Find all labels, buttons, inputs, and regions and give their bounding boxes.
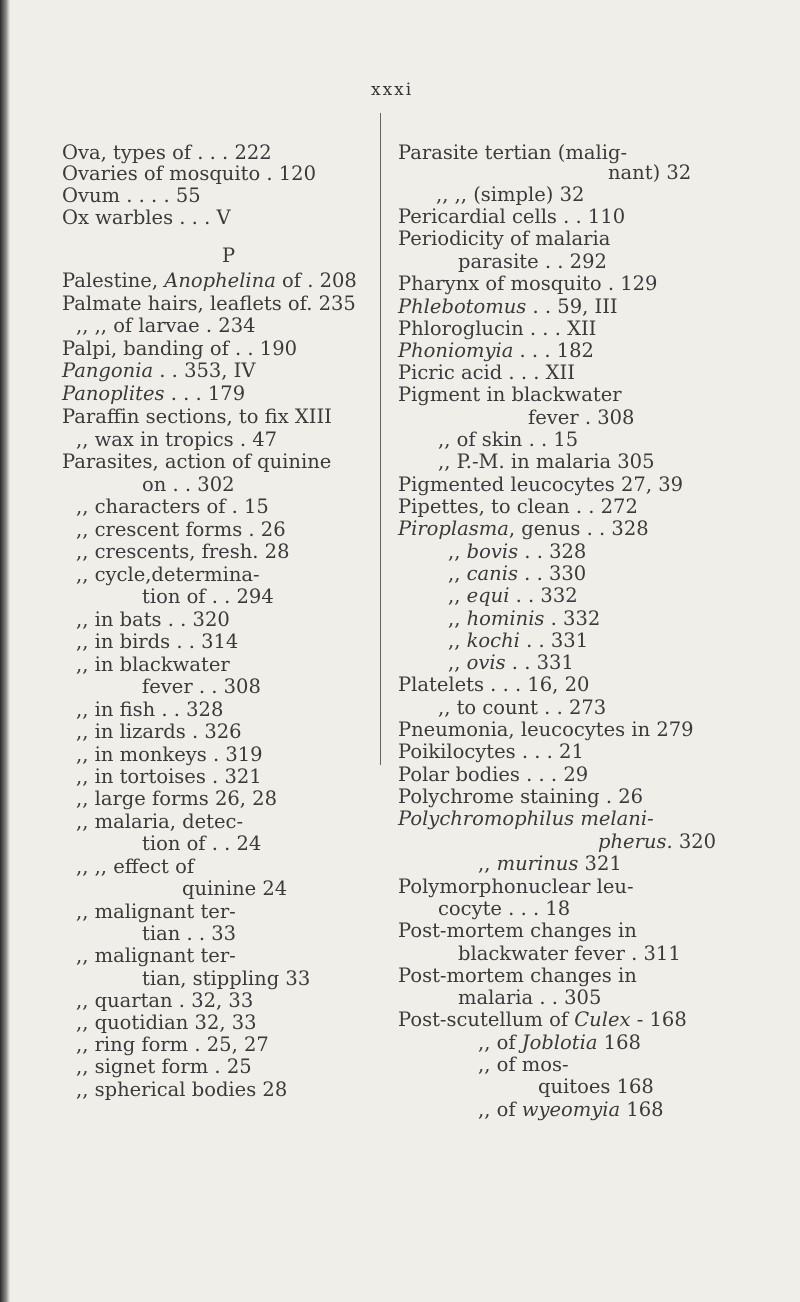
index-entry — [528, 407, 634, 429]
index-entry — [76, 496, 269, 518]
entry-text: Polar bodies . . . 29 — [398, 763, 589, 786]
entry-text: ,, malignant ter- — [76, 900, 236, 923]
index-entry — [398, 920, 637, 942]
index-entry — [62, 185, 201, 207]
entry-text: Post-mortem changes in — [398, 919, 637, 942]
entry-text: ,, quartan . 32, 33 — [76, 989, 254, 1012]
entry-locator: 321 — [578, 852, 622, 875]
index-entry — [62, 451, 331, 473]
index-entry — [76, 564, 260, 586]
index-entry — [398, 876, 634, 898]
entry-italic-term: Anophelina — [164, 269, 276, 292]
index-entry — [76, 811, 243, 833]
entry-text: Parasites, action of quinine — [62, 450, 332, 473]
index-entry — [76, 429, 277, 451]
index-entry — [608, 162, 691, 184]
entry-locator: 168 — [597, 1031, 641, 1054]
entry-text: tion of . . 294 — [142, 585, 274, 608]
index-entry — [398, 1009, 687, 1031]
entry-text: fever . 308 — [528, 406, 635, 429]
entry-text: Pigment in blackwater — [398, 383, 622, 406]
entry-text: quinine 24 — [182, 877, 288, 900]
entry-locator: . . 331 — [519, 629, 589, 652]
entry-text: ,, malaria, detec- — [76, 810, 244, 833]
index-entry — [142, 833, 261, 855]
index-entry — [76, 654, 230, 676]
entry-text: Pericardial cells . . 110 — [398, 205, 626, 228]
index-entry — [76, 856, 194, 878]
index-entry — [76, 1034, 269, 1056]
entry-text: blackwater fever . 311 — [458, 942, 681, 965]
index-entry — [398, 142, 627, 164]
entry-locator: - 168 — [630, 1008, 687, 1031]
index-entry — [448, 541, 586, 563]
entry-text: quitoes 168 — [538, 1075, 654, 1098]
column-divider — [380, 113, 381, 765]
index-entry — [398, 340, 594, 362]
entry-text: ,, of — [478, 1098, 522, 1121]
entry-text: parasite . . 292 — [458, 250, 607, 273]
index-entry — [76, 721, 242, 743]
entry-text: ,, ring form . 25, 27 — [76, 1033, 269, 1056]
index-entry — [76, 990, 253, 1012]
entry-locator: of . 208 — [275, 269, 357, 292]
index-entry — [142, 923, 236, 945]
entry-text: ,, in blackwater — [76, 653, 230, 676]
index-entry — [398, 518, 649, 540]
index-entry — [398, 719, 694, 741]
index-entry — [478, 853, 622, 875]
index-entry — [76, 541, 290, 563]
entry-text: on . . 302 — [142, 473, 235, 496]
entry-locator: . . . 182 — [513, 339, 594, 362]
index-entry — [478, 1032, 641, 1054]
entry-text: Palestine, — [62, 269, 165, 292]
index-entry — [398, 674, 589, 696]
index-entry — [62, 270, 357, 292]
entry-text: ,, characters of . 15 — [76, 495, 269, 518]
entry-locator: . . 330 — [517, 562, 587, 585]
entry-text: Ovaries of mosquito . 120 — [62, 162, 316, 185]
index-entry — [76, 519, 286, 541]
index-entry — [76, 1079, 287, 1101]
index-entry — [478, 1054, 569, 1076]
entry-italic-term: canis — [466, 562, 518, 585]
entry-text: Ovum . . . . 55 — [62, 184, 201, 207]
entry-text: ,, ,, (simple) 32 — [436, 183, 585, 206]
index-entry — [398, 296, 618, 318]
entry-text: ,, of — [478, 1031, 522, 1054]
entry-text: Poikilocytes . . . 21 — [398, 740, 584, 763]
entry-locator: , genus . . 328 — [508, 517, 649, 540]
index-entry — [458, 943, 681, 965]
entry-text: ,, — [448, 562, 467, 585]
index-entry — [538, 1076, 654, 1098]
entry-text: ,, of mos- — [478, 1053, 569, 1076]
page-number: xxxi — [371, 80, 414, 100]
index-entry — [76, 744, 263, 766]
entry-italic-term: bovis — [466, 540, 519, 563]
index-entry — [142, 676, 261, 698]
index-entry — [76, 631, 238, 653]
index-entry — [448, 630, 588, 652]
entry-italic-term: Panoplites — [62, 382, 165, 405]
index-entry — [62, 338, 297, 360]
index-entry — [438, 429, 578, 451]
entry-text: Pneumonia, leucocytes in 279 — [398, 718, 694, 741]
index-entry — [62, 360, 255, 382]
index-entry — [76, 766, 262, 788]
entry-italic-term: Pangonia — [62, 359, 154, 382]
index-entry — [76, 901, 236, 923]
index-entry — [76, 699, 223, 721]
entry-text: ,, signet form . 25 — [76, 1055, 252, 1078]
entry-italic-term: murinus — [496, 852, 579, 875]
entry-text: ,, quotidian 32, 33 — [76, 1011, 257, 1034]
entry-text: ,, in lizards . 326 — [76, 720, 242, 743]
entry-italic-term: Culex — [574, 1008, 631, 1031]
entry-locator: . . 331 — [505, 651, 574, 674]
index-entry — [598, 831, 716, 853]
index-entry — [62, 406, 332, 428]
entry-text: Platelets . . . 16, 20 — [398, 673, 590, 696]
index-entry — [438, 697, 606, 719]
entry-text: ,, malignant ter- — [76, 944, 236, 967]
index-entry — [398, 786, 643, 808]
entry-italic-term: Polychromophilus melani- — [398, 807, 654, 830]
entry-text: ,, ,, of larvae . 234 — [76, 314, 256, 337]
entry-italic-term: kochi — [466, 629, 520, 652]
entry-text: ,, — [448, 651, 467, 674]
entry-locator: 168 — [620, 1098, 664, 1121]
entry-italic-term: pherus. — [598, 830, 673, 853]
index-entry — [436, 184, 584, 206]
index-entry — [448, 608, 600, 630]
index-entry — [182, 878, 287, 900]
entry-italic-term: Joblotia — [521, 1031, 598, 1054]
index-entry — [76, 609, 230, 631]
index-entry — [398, 384, 622, 406]
index-entry — [438, 451, 655, 473]
entry-text: Polychrome staining . 26 — [398, 785, 644, 808]
entry-text: fever . . 308 — [142, 675, 261, 698]
index-entry — [478, 1099, 664, 1121]
index-entry — [222, 245, 235, 267]
entry-text: Post-mortem changes in — [398, 964, 637, 987]
entry-text: Pharynx of mosquito . 129 — [398, 272, 658, 295]
entry-text: Pigmented leucocytes 27, 39 — [398, 473, 684, 496]
index-entry — [62, 383, 245, 405]
index-entry — [398, 764, 588, 786]
entry-locator: . . 353, IV — [153, 359, 256, 382]
entry-text: tian, stippling 33 — [142, 967, 311, 990]
entry-italic-term: equi — [466, 584, 510, 607]
entry-text: nant) 32 — [608, 161, 692, 184]
index-entry — [62, 293, 356, 315]
entry-locator: . . 328 — [518, 540, 587, 563]
entry-text: ,, of skin . . 15 — [438, 428, 579, 451]
index-entry — [398, 741, 584, 763]
index-entry — [76, 1012, 257, 1034]
index-entry — [448, 563, 586, 585]
entry-text: tian . . 33 — [142, 922, 237, 945]
index-entry — [142, 474, 235, 496]
entry-locator: . . 59, III — [526, 295, 618, 318]
index-entry — [76, 788, 277, 810]
entry-text: ,, P.-M. in malaria 305 — [438, 450, 655, 473]
entry-locator: . . . 179 — [164, 382, 246, 405]
index-entry — [62, 142, 272, 164]
entry-text: ,, crescents, fresh. 28 — [76, 540, 290, 563]
entry-text: tion of . . 24 — [142, 832, 262, 855]
index-entry — [448, 585, 578, 607]
index-entry — [458, 251, 607, 273]
entry-italic-term: wyeomyia — [521, 1098, 621, 1121]
entry-locator: . . 332 — [509, 584, 578, 607]
index-entry — [398, 496, 638, 518]
entry-text: ,, in bats . . 320 — [76, 608, 230, 631]
index-entry — [398, 318, 596, 340]
index-entry — [76, 315, 256, 337]
entry-text: Post-scutellum of — [398, 1008, 575, 1031]
entry-locator: . 332 — [544, 607, 601, 630]
index-entry — [398, 965, 637, 987]
entry-text: ,, crescent forms . 26 — [76, 518, 286, 541]
entry-text: ,, ,, effect of — [76, 855, 195, 878]
entry-text: ,, spherical bodies 28 — [76, 1078, 288, 1101]
entry-text: ,, in birds . . 314 — [76, 630, 239, 653]
entry-text: Polymorphonuclear leu- — [398, 875, 634, 898]
entry-text: ,, wax in tropics . 47 — [76, 428, 278, 451]
entry-text: ,, large forms 26, 28 — [76, 787, 277, 810]
entry-text: ,, — [448, 584, 467, 607]
entry-text: ,, — [448, 540, 467, 563]
entry-text: P — [222, 244, 236, 267]
entry-text: malaria . . 305 — [458, 986, 602, 1009]
entry-text: ,, to count . . 273 — [438, 696, 607, 719]
entry-text: ,, in tortoises . 321 — [76, 765, 262, 788]
entry-text: ,, cycle,determina- — [76, 563, 260, 586]
index-entry — [438, 898, 570, 920]
entry-text: ,, — [478, 852, 497, 875]
entry-text: Picric acid . . . XII — [398, 361, 575, 384]
index-entry — [76, 945, 236, 967]
index-entry — [398, 273, 657, 295]
entry-text: Ova, types of . . . 222 — [62, 141, 272, 164]
index-entry — [398, 206, 625, 228]
entry-text: Pipettes, to clean . . 272 — [398, 495, 638, 518]
entry-text: Ox warbles . . . V — [62, 206, 231, 229]
entry-text: ,, in monkeys . 319 — [76, 743, 263, 766]
entry-text: Parasite tertian (malig- — [398, 141, 628, 164]
index-entry — [398, 474, 683, 496]
entry-text: ,, — [448, 629, 467, 652]
index-entry — [62, 163, 316, 185]
entry-text: Palmate hairs, leaflets of. 235 — [62, 292, 356, 315]
index-entry — [458, 987, 601, 1009]
entry-italic-term: Phlebotomus — [398, 295, 527, 318]
index-entry — [398, 362, 575, 384]
index-entry — [448, 652, 574, 674]
entry-text: ,, in fish . . 328 — [76, 698, 224, 721]
index-entry — [398, 228, 610, 250]
entry-italic-term: hominis — [466, 607, 545, 630]
index-entry — [76, 1056, 252, 1078]
entry-italic-term: Piroplasma — [398, 517, 509, 540]
entry-locator: 320 — [672, 830, 717, 853]
page-binding-edge — [0, 0, 10, 1302]
entry-italic-term: Phoniomyia — [398, 339, 514, 362]
index-entry — [62, 207, 231, 229]
entry-text: cocyte . . . 18 — [438, 897, 571, 920]
entry-italic-term: ovis — [466, 651, 506, 674]
entry-text: ,, — [448, 607, 467, 630]
entry-text: Paraffin sections, to fix XIII — [62, 405, 332, 428]
index-entry — [398, 808, 654, 830]
entry-text: Periodicity of malaria — [398, 227, 611, 250]
entry-text: Palpi, banding of . . 190 — [62, 337, 298, 360]
index-entry — [142, 586, 274, 608]
index-entry — [142, 968, 310, 990]
entry-text: Phloroglucin . . . XII — [398, 317, 597, 340]
